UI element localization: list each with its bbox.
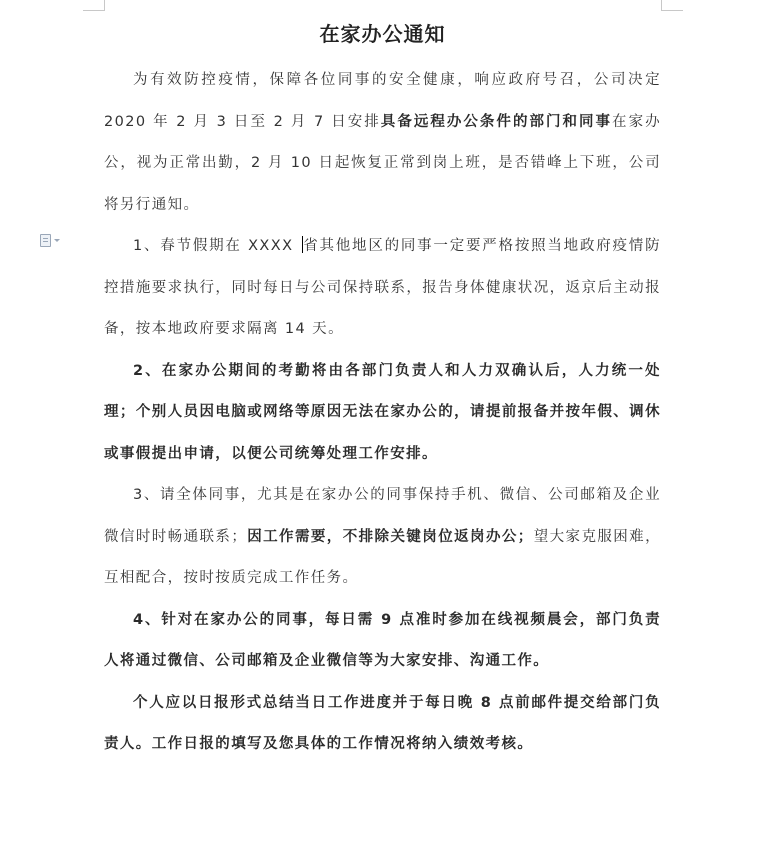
- text-run: 在家办公，视为正常出勤，2 月 10 日起恢复正常到岗上班，是否错峰上下班，公司将另行通知。: [104, 113, 661, 213]
- text-run: 3、请全体同事，尤其是在家办公的同事保持手机、微信、公司邮箱及企业微信时时畅通联系；: [104, 487, 661, 545]
- page-corner-mark: [104, 0, 105, 11]
- page-corner-mark: [661, 0, 662, 11]
- text-run-bold: 具备远程办公条件的部门和同事: [380, 113, 613, 130]
- document-title: 在家办公通知: [319, 22, 446, 46]
- paragraph-item-4: 4、针对在家办公的同事，每日需 9 点准时参加在线视频晨会，部门负责人将通过微信、公司邮箱及企业微信等为大家安排、沟通工作。: [104, 611, 661, 669]
- text-run: 1、春节假期在 XXXX: [133, 238, 300, 254]
- paragraph-item-2: 2、在家办公期间的考勤将由各部门负责人和人力双确认后，人力统一处理；个别人员因电脑或网络等原因无法在家办公的，请提前报备并按年假、调休或事假提出申请，以便公司统筹处理工作安排。: [104, 362, 661, 462]
- text-run: 为有效防控疫情，保障各位同事的安全健康，响应政府号召，公司决定 2020 年 2 月 3 日至 2 月 7 日安排: [104, 72, 661, 130]
- text-run-bold: 因工作需要，不排除关键岗位返岗办公；: [247, 528, 534, 545]
- page-corner-mark: [83, 10, 105, 11]
- document-page[interactable]: [104, 16, 661, 766]
- text-run: 望大家克服困难，互相配合，按时按质完成工作任务。: [104, 528, 662, 586]
- text-run: 省其他地区的同事一定要严格按照当地政府疫情防控措施要求执行，同时每日与公司保持联系，报告身体健康状况，返京后主动报备，按本地政府要求隔离 14 天。: [104, 238, 661, 337]
- paragraph-item-1: [104, 226, 661, 351]
- paragraph-closing: 个人应以日报形式总结当日工作进度并于每日晚 8 点前邮件提交给部门负责人。工作日报的填写及您具体的工作情况将纳入绩效考核。: [104, 694, 661, 752]
- paragraph-menu-icon[interactable]: [40, 233, 66, 247]
- page-corner-mark: [661, 10, 683, 11]
- document-icon: [40, 234, 51, 247]
- paragraph-intro: [104, 60, 661, 226]
- chevron-down-icon: [54, 239, 60, 242]
- paragraph-item-3: [104, 475, 661, 600]
